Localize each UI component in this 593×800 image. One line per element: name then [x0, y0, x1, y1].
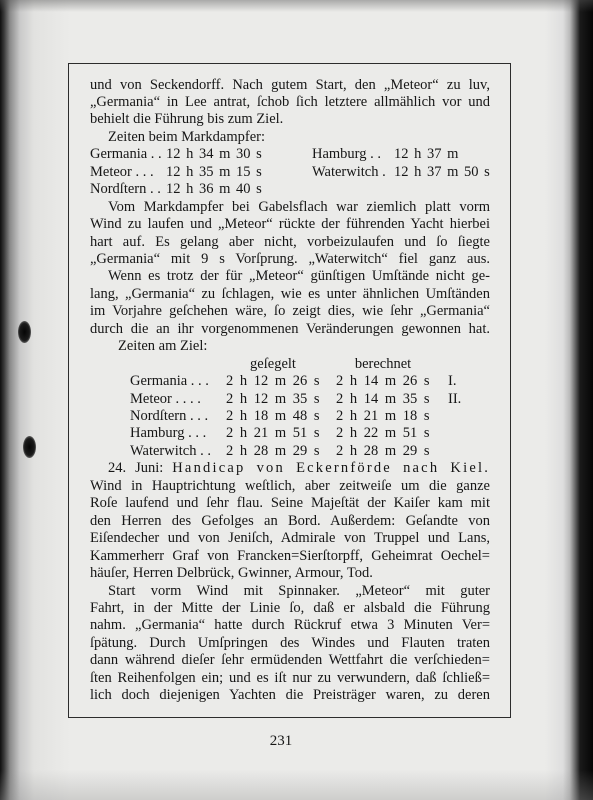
dot-leader: . . .: [190, 408, 209, 425]
text-line: ſpätung. Durch Umſpringen des Windes und Flauten traten: [90, 634, 490, 651]
table-row: [90, 373, 490, 390]
yacht-cell: [312, 146, 381, 163]
paragraph: [90, 268, 490, 338]
text-line: Wind zu laufen und „Meteor“ rückte der führenden Yacht hierbei: [90, 216, 490, 233]
yacht-name: Germania: [130, 373, 188, 390]
text-line: Kammerherr Graf von Francken=Sierſtorpff, Geheimrat Oechel=: [90, 547, 490, 564]
yacht-cell: [130, 373, 209, 390]
text-line: hart auf. Es gelang aber nicht, vorbeizulaufen und ſo ſiegte: [90, 233, 490, 250]
dot-leader: . .: [370, 146, 382, 163]
yacht-cell: [90, 181, 161, 198]
dot-leader: . . .: [188, 425, 207, 442]
text-line: und von Seckendorff. Nach gutem Start, den „Meteor“ zu luv,: [90, 76, 490, 93]
dot-leader: . . .: [190, 373, 209, 390]
yacht-cell: [130, 391, 201, 408]
race-heading: [90, 460, 490, 477]
markdampfer-times-table: [90, 129, 490, 199]
table-row: [90, 443, 490, 460]
column-header-sailed: geſegelt: [250, 355, 296, 372]
yacht-name: Waterwitch: [312, 163, 379, 180]
text-line: dann während dieſer ſehr ermüdenden Wettfahrt die verſchieden=: [90, 652, 490, 669]
race-date: 24. Juni:: [108, 460, 164, 477]
dot-leader: . .: [150, 181, 161, 198]
text-line: ſten Reihenfolgen ein; und es iſt nur zu verwundern, daß ſchließ=: [90, 669, 490, 686]
text-line: Wind in Hauptrichtung weſtlich, aber zeitweiſe um die ganze: [90, 477, 490, 494]
race-title: Handicap von Eckernförde nach Kiel.: [172, 460, 491, 477]
text-line: durch die an ihr vorgenommenen Veränderungen gewonnen hat.: [90, 320, 490, 337]
binding-hole: [23, 436, 36, 458]
yacht-name: Meteor: [130, 390, 172, 407]
text-line: „Germania“ in Lee antrat, ſchob ſich letztere allmählich vor und: [90, 93, 490, 110]
yacht-cell: [130, 443, 211, 460]
placing: I.: [448, 373, 457, 390]
time-value: 12 h 35 m 15 s: [166, 163, 262, 180]
scan-top-shadow: [0, 0, 593, 12]
yacht-name: Nordſtern: [130, 408, 187, 425]
sailed-time: 2 h 12 m 26 s: [226, 373, 320, 390]
time-value: 12 h 37 m 50 s: [394, 163, 490, 180]
yacht-name: Nordſtern: [90, 181, 147, 198]
text-line: nahm. „Germania“ hatte durch Rückruf etwa 3 Minuten Ver=: [90, 617, 490, 634]
sailed-time: 2 h 28 m 29 s: [226, 442, 320, 459]
yacht-cell: [130, 425, 206, 442]
table-header: [90, 356, 490, 373]
sailed-time: 2 h 21 m 51 s: [226, 425, 320, 442]
finish-times-table: [90, 338, 490, 460]
time-value: 12 h 36 m 40 s: [166, 181, 262, 198]
corrected-time: 2 h 14 m 26 s: [336, 373, 430, 390]
sailed-time: 2 h 12 m 35 s: [226, 390, 320, 407]
paragraph: [90, 199, 490, 269]
time-value: 12 h 37 m: [394, 146, 459, 163]
corrected-time: 2 h 28 m 29 s: [336, 442, 430, 459]
table-caption: Zeiten beim Markdampfer:: [108, 128, 266, 145]
placing: II.: [448, 390, 462, 407]
yacht-name: Germania: [90, 146, 148, 163]
corrected-time: 2 h 22 m 51 s: [336, 425, 430, 442]
table-row: [90, 164, 490, 181]
text-line: Roſe laufend und ſehr flau. Seine Majeſtät der Kaiſer kam mit: [90, 495, 490, 512]
text-line: häuſer, Herren Delbrück, Gwinner, Armour, Tod.: [90, 565, 373, 582]
scan-bottom-shadow: [0, 770, 593, 800]
binding-hole: [18, 321, 31, 343]
column-header-corrected: berechnet: [354, 355, 412, 372]
paragraph: [90, 77, 490, 129]
dot-leader: .: [382, 163, 386, 180]
dot-leader: . . .: [135, 163, 154, 180]
dot-leader: . . . .: [175, 390, 201, 407]
yacht-name: Waterwitch: [130, 442, 197, 459]
text-line: „Germania“ mit 9 s Vorſprung. „Waterwitch“ fiel ganz aus.: [90, 250, 490, 267]
text-line: Start vorm Wind mit Spinnaker. „Meteor“ mit guter: [108, 582, 490, 599]
text-line: im Vorjahre geſchehen wäre, ſo zeigt dies, wie ſehr „Germania“: [90, 303, 490, 320]
corrected-time: 2 h 21 m 18 s: [336, 408, 430, 425]
text-line: Vom Markdampfer bei Gabelsflach war ziemlich platt vorm: [108, 198, 490, 215]
table-caption: Zeiten am Ziel:: [118, 338, 208, 355]
page-number: 231: [269, 733, 293, 749]
yacht-name: Hamburg: [130, 425, 185, 442]
yacht-name: Hamburg: [312, 146, 367, 163]
table-row: [90, 181, 490, 198]
yacht-name: Meteor: [90, 163, 132, 180]
yacht-cell: [90, 164, 154, 181]
text-line: den Herren des Gefolges an Bord. Außerdem: Geſandte von: [90, 512, 490, 529]
table-row: [90, 146, 490, 163]
table-row: [90, 408, 490, 425]
yacht-cell: [130, 408, 208, 425]
paragraph: [90, 460, 490, 582]
text-line: Wenn es trotz der für „Meteor“ günſtigen Umſtände nicht ge-: [108, 268, 490, 285]
text-block: [90, 77, 490, 705]
text-line: lang, „Germania“ zu ſchlagen, wie es unter ähnlichen Umſtänden: [90, 285, 490, 302]
time-value: 12 h 34 m 30 s: [166, 146, 262, 163]
dot-leader: . .: [200, 442, 211, 459]
paragraph: [90, 583, 490, 705]
table-row: [90, 425, 490, 442]
yacht-cell: [90, 146, 162, 163]
sailed-time: 2 h 18 m 48 s: [226, 408, 320, 425]
text-line: Fahrt, in der Mitte der Linie ſo, daß er alsbald die Führung: [90, 599, 490, 616]
text-line: lich doch diejenigen Yachten die Preisträger waren, zu deren: [90, 687, 490, 704]
dot-leader: . .: [150, 146, 162, 163]
text-line: Eiſendecher und von Jeniſch, Admirale von Truppel und Lans,: [90, 530, 490, 547]
yacht-cell: [312, 164, 386, 181]
table-row: [90, 391, 490, 408]
corrected-time: 2 h 14 m 35 s: [336, 390, 430, 407]
text-line: behielt die Führung bis zum Ziel.: [90, 111, 284, 128]
